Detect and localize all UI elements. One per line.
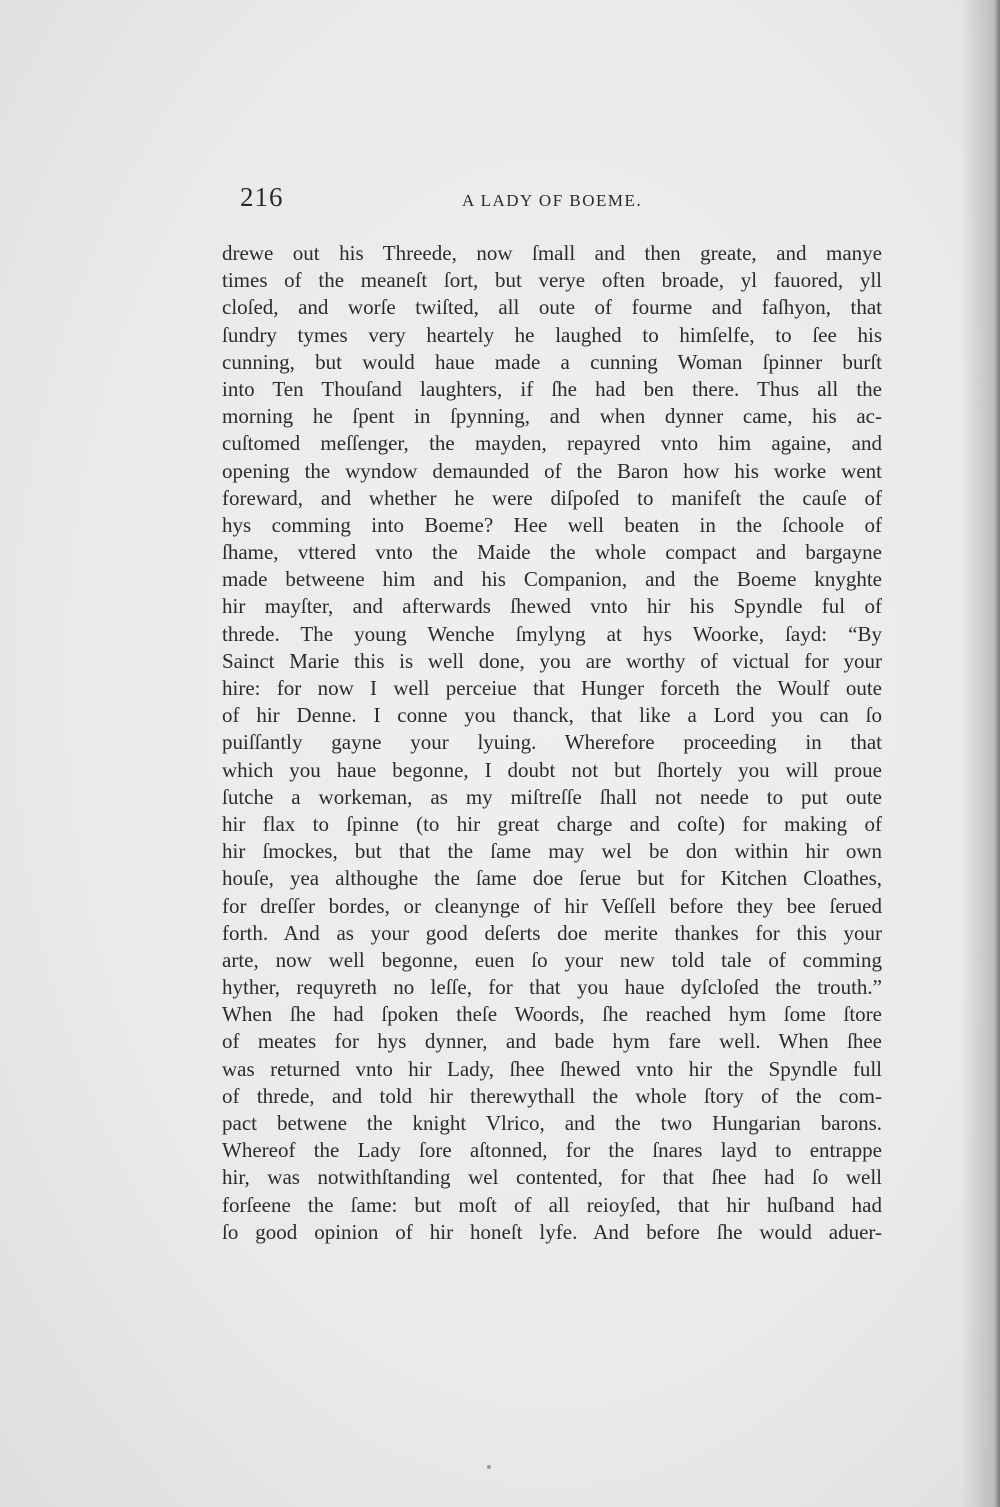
text-line: pact betwene the knight Vlrico, and the two Hungarian barons. <box>222 1111 882 1135</box>
text-line: foreward, and whether he were diſpoſed to manifeſt the cauſe of <box>222 485 882 510</box>
body-text <box>222 240 882 1246</box>
text-line: times of the meaneſt ſort, but verye often broade, yl fauored, yll <box>222 268 882 293</box>
text-line: made betweene him and his Companion, and the Boeme knyghte <box>222 567 882 592</box>
text-line: Whereof the Lady ſore aſtonned, for the ſnares layd to entrappe <box>222 1138 882 1163</box>
text-line: Sainct Marie this is well done, you are worthy of victual for your <box>222 648 882 673</box>
text-line: of meates for hys dynner, and bade hym fare well. When ſhee <box>222 1029 882 1054</box>
text-line: drewe out his Threede, now ſmall and then greate, and manye <box>222 241 882 265</box>
text-line: into Ten Thouſand laughters, if ſhe had ben there. Thus all the <box>222 376 882 401</box>
text-line: hyther, requyreth no leſſe, for that you haue dyſcloſed the trouth.” <box>222 975 882 1000</box>
text-line: hir mayſter, and afterwards ſhewed vnto hir his Spyndle ful of <box>222 594 882 619</box>
paper-speck <box>487 1465 491 1469</box>
text-line: which you haue begonne, I doubt not but ſhortely you will proue <box>222 757 882 782</box>
text-line: cunning, but would haue made a cunning Woman ſpinner burſt <box>222 349 882 374</box>
text-line: forth. And as your good deſerts doe merite thankes for this your <box>222 920 882 945</box>
text-line: arte, now well begonne, euen ſo your new told tale of comming <box>222 947 882 972</box>
text-line: was returned vnto hir Lady, ſhee ſhewed vnto hir the Spyndle full <box>222 1056 882 1081</box>
text-line: morning he ſpent in ſpynning, and when dynner came, his ac- <box>222 404 882 429</box>
page-number: 216 <box>240 182 284 212</box>
text-line: cloſed, and worſe twiſted, all oute of fourme and faſhyon, that <box>222 295 882 320</box>
text-line: threde. The young Wenche ſmylyng at hys Woorke, ſayd: “By <box>222 621 882 646</box>
text-line: ſundry tymes very heartely he laughed to himſelfe, to ſee his <box>222 322 882 347</box>
text-line: for dreſſer bordes, or cleanynge of hir Veſſell before they bee ſerued <box>222 893 882 918</box>
text-line: hire: for now I well perceiue that Hunger forceth the Woulf oute <box>222 676 882 700</box>
text-line: cuſtomed meſſenger, the mayden, repayred vnto him againe, and <box>222 431 882 456</box>
text-line: hys comming into Boeme? Hee well beaten in the ſchoole of <box>222 512 882 537</box>
text-line: hir ſmockes, but that the ſame may wel be don within hir own <box>222 839 882 864</box>
text-line: hir flax to ſpinne (to hir great charge and coſte) for making of <box>222 811 882 836</box>
text-line: of hir Denne. I conne you thanck, that like a Lord you can ſo <box>222 703 882 728</box>
text-line: hir, was notwithſtanding wel contented, for that ſhee had ſo well <box>222 1165 882 1190</box>
text-line: of threde, and told hir therewythall the whole ſtory of the com- <box>222 1083 882 1108</box>
text-line: opening the wyndow demaunded of the Baron how his worke went <box>222 458 882 483</box>
text-line: forſeene the ſame: but moſt of all reioyſed, that hir huſband had <box>222 1192 882 1217</box>
text-line: houſe, yea althoughe the ſame doe ſerue but for Kitchen Cloathes, <box>222 866 882 891</box>
page-edge-shadow <box>960 0 1000 1507</box>
text-line: puiſſantly gayne your lyuing. Wherefore proceeding in that <box>222 730 882 755</box>
running-title: A LADY OF BOEME. <box>462 191 643 210</box>
text-line: ſutche a workeman, as my miſtreſſe ſhall not neede to put oute <box>222 784 882 809</box>
running-head <box>240 182 880 222</box>
text-line: ſo good opinion of hir honeſt lyfe. And before ſhe would aduer- <box>222 1219 882 1244</box>
text-line: ſhame, vttered vnto the Maide the whole compact and bargayne <box>222 540 882 565</box>
text-line: When ſhe had ſpoken theſe Woords, ſhe reached hym ſome ſtore <box>222 1002 882 1027</box>
